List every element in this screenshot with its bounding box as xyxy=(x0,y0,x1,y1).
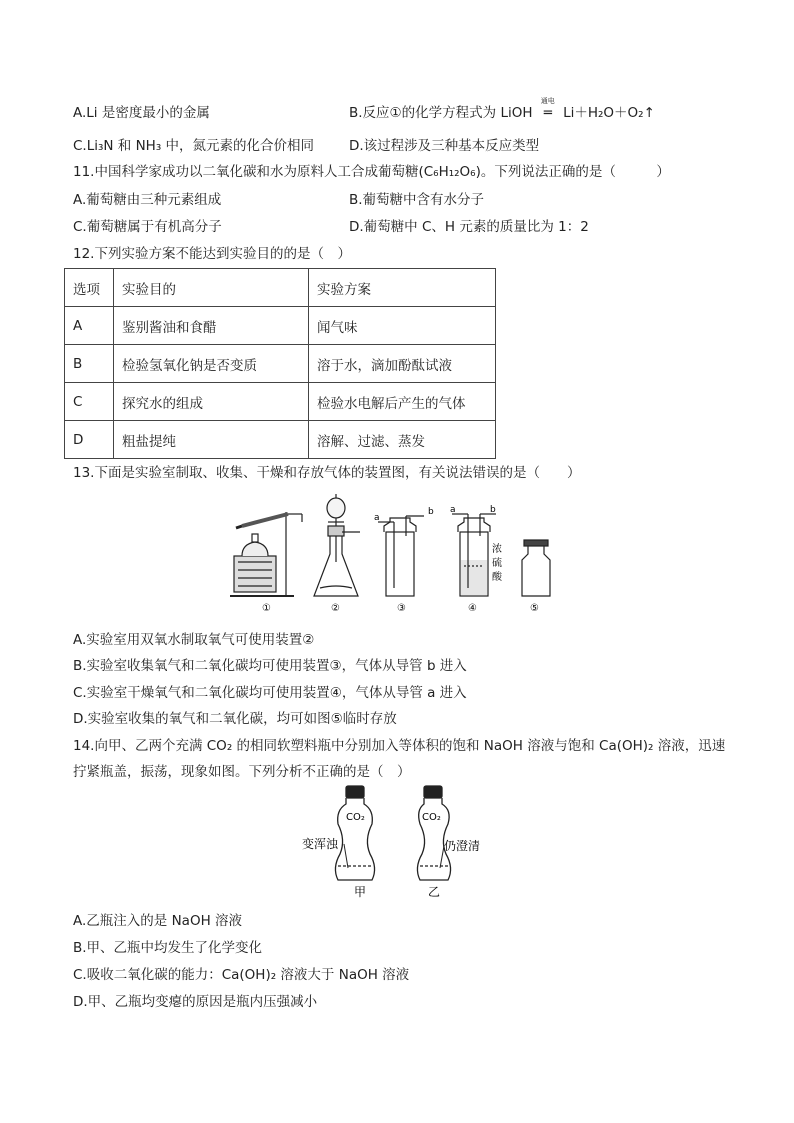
table-cell: 溶于水，滴加酚酞试液 xyxy=(309,345,496,383)
q13-stem: 13.下面是实验室制取、收集、干燥和存放气体的装置图，有关说法错误的是（ ） xyxy=(73,465,581,481)
table-cell: 溶解、过滤、蒸发 xyxy=(309,421,496,459)
q13-option-c: C.实验室干燥氧气和二氧化碳均可使用装置④，气体从导管 a 进入 xyxy=(73,685,467,701)
bottle-jia xyxy=(335,786,374,880)
q11-stem: 11.中国科学家成功以二氧化碳和水为原料人工合成葡萄糖(C₆H₁₂O₆)。下列说法正确的是（ ） xyxy=(73,164,670,180)
apparatus-figure xyxy=(228,492,568,616)
q11-option-c: C.葡萄糖属于有机高分子 xyxy=(73,219,222,235)
bottle-yi xyxy=(417,786,450,880)
q14-stem-line1: 14.向甲、乙两个充满 CO₂ 的相同软塑料瓶中分别加入等体积的饱和 NaOH 溶液与饱和 Ca(OH)₂ 溶液，迅速 xyxy=(73,738,726,754)
label-turbid: 变浑浊 xyxy=(302,837,339,851)
apparatus-label-2: ② xyxy=(331,603,340,614)
table-row xyxy=(65,345,496,383)
apparatus-label-3: ③ xyxy=(397,603,406,614)
bottle-jia-name: 甲 xyxy=(354,885,367,899)
table-row xyxy=(65,307,496,345)
table-cell: C xyxy=(65,383,114,421)
table-row xyxy=(65,421,496,459)
q11-option-d: D.葡萄糖中 C、H 元素的质量比为 1：2 xyxy=(349,219,589,235)
q13-option-b: B.实验室收集氧气和二氧化碳均可使用装置③，气体从导管 b 进入 xyxy=(73,658,467,674)
table-cell: 闻气味 xyxy=(309,307,496,345)
bottle-yi-gas-label: CO₂ xyxy=(422,812,441,823)
acid-label-1: 浓 xyxy=(492,544,502,555)
table-cell: D xyxy=(65,421,114,459)
table-header-cell: 实验目的 xyxy=(114,269,309,307)
q14-option-d: D.甲、乙瓶均变瘪的原因是瓶内压强减小 xyxy=(73,994,318,1010)
q12-stem: 12.下列实验方案不能达到实验目的的是（ ） xyxy=(73,246,351,262)
q10-option-b-suffix: Li＋H₂O＋O₂↑ xyxy=(563,105,655,121)
table-cell: 检验水电解后产生的气体 xyxy=(309,383,496,421)
table-row xyxy=(65,383,496,421)
table-cell: A xyxy=(65,307,114,345)
apparatus-heating xyxy=(230,512,302,596)
table-header-cell: 实验方案 xyxy=(309,269,496,307)
table-cell: 粗盐提纯 xyxy=(114,421,309,459)
table-cell: 探究水的组成 xyxy=(114,383,309,421)
q14-option-c: C.吸收二氧化碳的能力：Ca(OH)₂ 溶液大于 NaOH 溶液 xyxy=(73,967,410,983)
q10-option-d: D.该过程涉及三种基本反应类型 xyxy=(349,138,540,154)
apparatus-label-4: ④ xyxy=(468,603,477,614)
q11-option-a: A.葡萄糖由三种元素组成 xyxy=(73,192,222,208)
apparatus-drying-bottle xyxy=(452,514,496,596)
acid-label-2: 硫 xyxy=(492,558,502,569)
table-cell: 鉴别酱油和食醋 xyxy=(114,307,309,345)
bottles-figure xyxy=(296,784,496,902)
q10-option-b xyxy=(349,97,655,121)
turbid-pointer xyxy=(344,844,348,868)
bottle-jia-gas-label: CO₂ xyxy=(346,812,365,823)
apparatus-conical-flask xyxy=(314,494,360,596)
q10-option-a: A.Li 是密度最小的金属 xyxy=(73,105,210,121)
apparatus-label-5: ⑤ xyxy=(530,603,539,614)
apparatus-label-1: ① xyxy=(262,603,271,614)
q13-option-d: D.实验室收集的氧气和二氧化碳，均可如图⑤临时存放 xyxy=(73,711,397,727)
q14-stem-line2: 拧紧瓶盖，振荡，现象如图。下列分析不正确的是（ ） xyxy=(73,764,411,780)
q11-option-b: B.葡萄糖中含有水分子 xyxy=(349,192,485,208)
apparatus-gas-jar xyxy=(522,540,550,596)
q14-option-a: A.乙瓶注入的是 NaOH 溶液 xyxy=(73,913,243,929)
reaction-condition xyxy=(537,97,559,121)
apparatus-collecting-bottle xyxy=(378,516,424,596)
reaction-equals-sign: ═ xyxy=(543,105,552,121)
tube-b-label: b xyxy=(428,507,434,517)
bottle-yi-name: 乙 xyxy=(428,885,441,899)
tube-b-label-2: b xyxy=(490,505,496,515)
table-cell: B xyxy=(65,345,114,383)
table-header-cell: 选项 xyxy=(65,269,114,307)
label-clear: 仍澄清 xyxy=(444,839,481,853)
table-header-row xyxy=(65,269,496,307)
q10-option-b-prefix: B.反应①的化学方程式为 LiOH xyxy=(349,105,533,121)
q13-option-a: A.实验室用双氧水制取氧气可使用装置② xyxy=(73,632,315,648)
table-cell: 检验氢氧化钠是否变质 xyxy=(114,345,309,383)
clear-pointer xyxy=(440,846,444,868)
q10-option-c: C.Li₃N 和 NH₃ 中，氮元素的化合价相同 xyxy=(73,138,315,154)
experiment-table xyxy=(64,268,496,459)
acid-label-3: 酸 xyxy=(492,572,502,583)
reaction-condition-text: 通电 xyxy=(540,97,555,105)
tube-a-label-2: a xyxy=(450,505,456,515)
q14-option-b: B.甲、乙瓶中均发生了化学变化 xyxy=(73,940,263,956)
tube-a-label: a xyxy=(374,513,380,523)
